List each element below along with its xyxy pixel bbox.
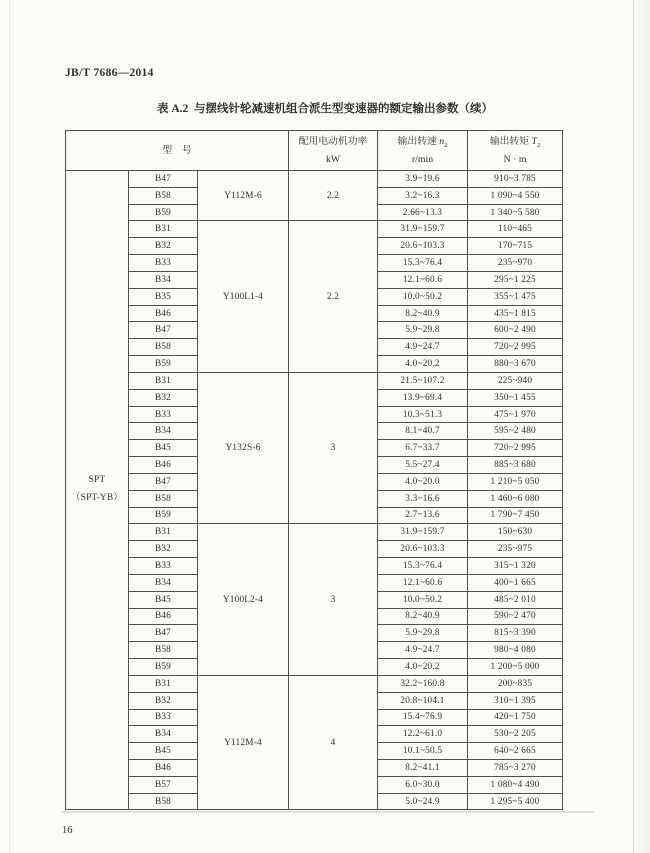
model-cell: B58 [129,793,198,810]
table-row [66,675,563,692]
page-number: 16 [62,825,73,836]
table-body [66,171,563,810]
speed-cell: 32.2~160.8 [378,675,468,692]
torque-cell: 1 210~5 050 [468,473,563,490]
table-row [66,524,563,541]
model-cell: B34 [129,726,198,743]
speed-cell: 6.7~33.7 [378,440,468,457]
torque-cell: 980~4 080 [468,642,563,659]
torque-cell: 590~2 470 [468,608,563,625]
model-cell: B58 [129,642,198,659]
model-cell: B34 [129,423,198,440]
scan-right-band [634,0,650,853]
torque-cell: 350~1 455 [468,389,563,406]
speed-cell: 13.9~69.4 [378,389,468,406]
torque-cell: 110~465 [468,221,563,238]
motor-cell: Y112M-6 [198,171,289,221]
torque-cell: 400~1 665 [468,574,563,591]
model-cell: B32 [129,541,198,558]
speed-cell: 4.9~24.7 [378,339,468,356]
speed-cell: 10.0~50.2 [378,591,468,608]
speed-cell: 3.2~16.3 [378,187,468,204]
series-cell [66,171,129,810]
table-row [66,221,563,238]
speed-cell: 5.9~29.8 [378,322,468,339]
model-cell: B33 [129,255,198,272]
torque-cell: 1 460~6 080 [468,490,563,507]
model-cell: B31 [129,675,198,692]
model-cell: B47 [129,625,198,642]
speed-cell: 15.3~76.4 [378,255,468,272]
scan-edge-left [9,0,10,853]
header-torque-unit: N · m [503,154,527,166]
torque-cell: 1 090~4 550 [468,187,563,204]
speed-cell: 10.3~51.3 [378,406,468,423]
speed-cell: 12.2~61.0 [378,726,468,743]
model-cell: B45 [129,591,198,608]
torque-cell: 1 340~5 580 [468,204,563,221]
table-row [66,171,563,188]
speed-cell: 31.9~159.7 [378,524,468,541]
model-cell: B32 [129,238,198,255]
model-cell: B31 [129,221,198,238]
speed-cell: 15.4~76.9 [378,709,468,726]
torque-cell: 355~1 475 [468,288,563,305]
speed-cell: 12.1~60.6 [378,271,468,288]
model-cell: B34 [129,271,198,288]
scan-table-shadow [62,811,594,813]
model-cell: B35 [129,288,198,305]
speed-cell: 31.9~159.7 [378,221,468,238]
model-cell: B47 [129,473,198,490]
model-cell: B57 [129,776,198,793]
torque-cell: 720~2 995 [468,440,563,457]
model-cell: B59 [129,356,198,373]
speed-cell: 4.0~20.0 [378,473,468,490]
speed-cell: 21.5~107.2 [378,372,468,389]
speed-cell: 5.0~24.9 [378,793,468,810]
model-cell: B46 [129,608,198,625]
speed-cell: 3.3~16.6 [378,490,468,507]
torque-cell: 170~715 [468,238,563,255]
series-label-line2: （SPT-YB） [71,493,123,504]
speed-cell: 6.0~30.0 [378,776,468,793]
output-params-table [65,130,563,810]
model-cell: B47 [129,322,198,339]
torque-cell: 485~2 010 [468,591,563,608]
model-cell: B59 [129,204,198,221]
torque-cell: 720~2 995 [468,339,563,356]
torque-cell: 315~1 320 [468,558,563,575]
header-row [66,131,563,171]
model-cell: B46 [129,457,198,474]
torque-cell: 1 200~5 000 [468,659,563,676]
power-cell: 3 [289,524,378,675]
speed-cell: 3.9~19.6 [378,171,468,188]
model-cell: B45 [129,743,198,760]
speed-cell: 12.1~60.6 [378,574,468,591]
power-cell: 4 [289,675,378,810]
header-model: 型 号 [66,131,289,171]
torque-cell: 150~630 [468,524,563,541]
series-label-line1: SPT [88,475,106,486]
speed-cell: 20.6~103.3 [378,238,468,255]
model-cell: B33 [129,558,198,575]
torque-cell: 910~3 785 [468,171,563,188]
speed-cell: 8.2~41.1 [378,759,468,776]
torque-cell: 295~1 225 [468,271,563,288]
speed-cell: 20.8~104.1 [378,692,468,709]
power-cell: 2.2 [289,221,378,372]
scan-edge-right [633,0,634,853]
torque-cell: 815~3 390 [468,625,563,642]
torque-cell: 1 080~4 490 [468,776,563,793]
model-cell: B58 [129,339,198,356]
model-cell: B59 [129,507,198,524]
motor-cell: Y100L1-4 [198,221,289,372]
motor-cell: Y100L2-4 [198,524,289,675]
power-cell: 2.2 [289,171,378,221]
table-row [66,372,563,389]
header-speed-unit: r/min [411,154,434,166]
torque-cell: 235~975 [468,541,563,558]
doc-number: JB/T 7686—2014 [65,67,154,79]
model-cell: B33 [129,709,198,726]
speed-cell: 8.2~40.9 [378,305,468,322]
torque-cell: 530~2 205 [468,726,563,743]
motor-cell: Y132S-6 [198,372,289,523]
torque-cell: 475~1 970 [468,406,563,423]
model-cell: B58 [129,490,198,507]
speed-cell: 20.6~103.3 [378,541,468,558]
speed-cell: 2.66~13.3 [378,204,468,221]
torque-cell: 225~940 [468,372,563,389]
power-cell: 3 [289,372,378,523]
torque-cell: 420~1 750 [468,709,563,726]
header-power-label: 配用电动机功率 [298,136,368,148]
model-cell: B31 [129,524,198,541]
torque-cell: 1 295~5 400 [468,793,563,810]
torque-cell: 640~2 665 [468,743,563,760]
speed-cell: 2.7~13.6 [378,507,468,524]
torque-cell: 885~3 680 [468,457,563,474]
torque-cell: 435~1 815 [468,305,563,322]
torque-cell: 880~3 670 [468,356,563,373]
model-cell: B32 [129,389,198,406]
table-header [66,131,563,171]
speed-cell: 4.0~20.2 [378,356,468,373]
model-cell: B45 [129,440,198,457]
speed-cell: 10.1~50.5 [378,743,468,760]
speed-cell: 4.9~24.7 [378,642,468,659]
model-cell: B46 [129,305,198,322]
torque-cell: 785~3 270 [468,759,563,776]
speed-cell: 10.0~50.2 [378,288,468,305]
model-cell: B34 [129,574,198,591]
model-cell: B59 [129,659,198,676]
header-power [289,131,378,171]
model-cell: B58 [129,187,198,204]
torque-cell: 235~970 [468,255,563,272]
header-torque [468,131,563,171]
torque-cell: 595~2 480 [468,423,563,440]
torque-cell: 1 790~7 450 [468,507,563,524]
speed-cell: 5.5~27.4 [378,457,468,474]
torque-cell: 200~835 [468,675,563,692]
torque-cell: 310~1 395 [468,692,563,709]
model-cell: B46 [129,759,198,776]
header-speed [378,131,468,171]
motor-cell: Y112M-4 [198,675,289,810]
model-cell: B47 [129,171,198,188]
speed-cell: 4.0~20.2 [378,659,468,676]
speed-cell: 15.3~76.4 [378,558,468,575]
model-cell: B33 [129,406,198,423]
header-power-unit: kW [325,153,341,165]
model-cell: B31 [129,372,198,389]
speed-cell: 8.2~40.9 [378,608,468,625]
torque-cell: 600~2 490 [468,322,563,339]
model-cell: B32 [129,692,198,709]
header-torque-label: 输出转矩 $T_2$ [489,135,541,149]
speed-cell: 8.1~40.7 [378,423,468,440]
speed-cell: 5.9~29.8 [378,625,468,642]
table-title: 表 A.2 与摆线针轮减速机组合派生型变速器的额定输出参数（续） [156,103,494,115]
header-speed-label: 输出转速 $n_2$ [397,135,448,149]
